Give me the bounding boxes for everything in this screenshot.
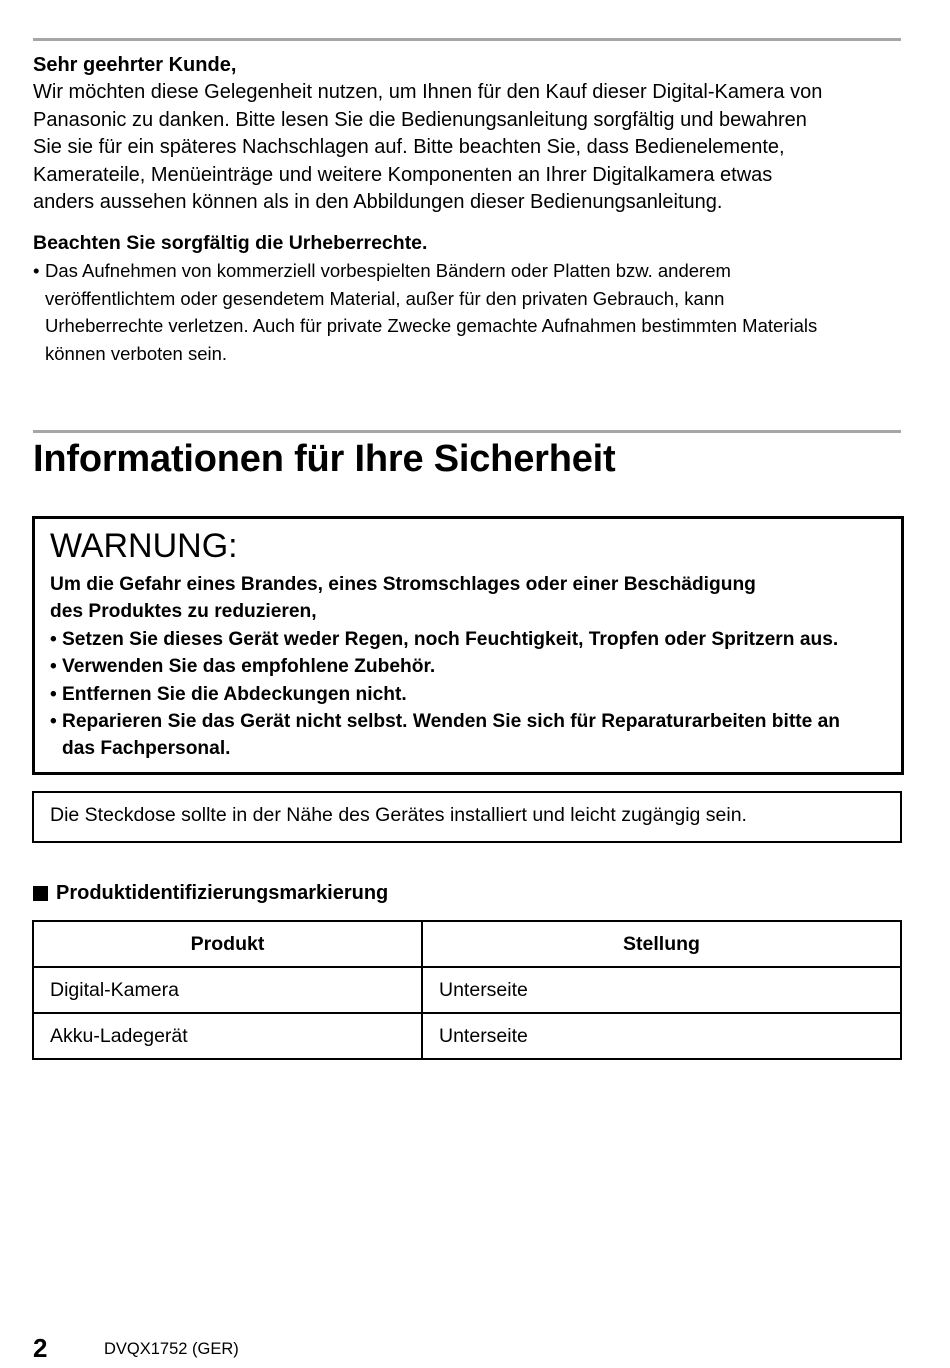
table-cell: Digital-Kamera [33,967,422,1013]
table-cell: Unterseite [422,1013,901,1059]
copyright-line: Urheberrechte verletzen. Auch für private Zwecke gemachte Aufnahmen bestimmten Materials [45,315,818,337]
greeting-line: Panasonic zu danken. Bitte lesen Sie die Bedienungsanleitung sorgfältig und bewahren [33,108,807,131]
socket-note: Die Steckdose sollte in der Nähe des Gerätes installiert und leicht zugängig sein. [50,804,747,826]
table-row [33,967,901,1013]
top-divider [33,38,901,41]
bullet-dot: • [50,628,57,650]
warning-bullet-continuation: das Fachpersonal. [62,738,231,760]
warning-bullet [50,653,900,680]
copyright-line: Das Aufnehmen von kommerziell vorbespielten Bändern oder Platten bzw. anderem [45,260,731,282]
bullet-dot: • [50,656,57,678]
bullet-dot: • [33,260,40,282]
product-id-title: Produktidentifizierungsmarkierung [56,882,389,904]
copyright-heading: Beachten Sie sorgfältig die Urheberrechte. [33,232,428,254]
page-number: 2 [33,1333,48,1363]
table-cell: Unterseite [422,967,901,1013]
product-id-table [32,920,902,1060]
greeting-line: Sie sie für ein späteres Nachschlagen auf. Bitte beachten Sie, dass Bedienelemente, [33,136,785,159]
square-bullet-icon [33,886,48,901]
warning-intro-line: Um die Gefahr eines Brandes, eines Stromschlages oder einer Beschädigung [50,574,756,595]
copyright-line: veröffentlichtem oder gesendetem Material, außer für den privaten Gebrauch, kann [45,287,725,309]
copyright-line: können verboten sein. [45,342,228,364]
warning-bullet [50,681,900,708]
document-code: DVQX1752 (GER) [104,1340,239,1358]
table-cell: Akku-Ladegerät [33,1013,422,1059]
warning-box [32,516,904,775]
warning-bullet [50,708,900,763]
greeting-paragraph [33,52,908,216]
section-divider [33,430,901,433]
warning-body [50,571,900,763]
bullet-dot: • [50,683,57,705]
warning-bullet [50,626,900,653]
warning-bullet-text: Entfernen Sie die Abdeckungen nicht. [62,683,407,705]
greeting-line: Wir möchten diese Gelegenheit nutzen, um Ihnen für den Kauf dieser Digital-Kamera von [33,81,823,104]
table-header-row [33,921,901,967]
table-row [33,1013,901,1059]
greeting-line: anders aussehen können als in den Abbildungen dieser Bedienungsanleitung. [33,191,723,214]
safety-title: Informationen für Ihre Sicherheit [33,438,616,480]
copyright-notice [33,230,908,367]
warning-bullet-text: Reparieren Sie das Gerät nicht selbst. Wenden Sie sich für Reparaturarbeiten bitte an [62,711,841,733]
warning-intro-line: des Produktes zu reduzieren, [50,601,317,623]
copyright-bullet [33,257,908,367]
column-header: Stellung [422,921,901,967]
warning-bullet-text: Verwenden Sie das empfohlene Zubehör. [62,656,436,678]
warning-bullet-text: Setzen Sie dieses Gerät weder Regen, noch Feuchtigkeit, Tropfen oder Spritzern aus. [62,628,839,650]
salutation: Sehr geehrter Kunde, [33,54,237,76]
warning-title: WARNUNG: [50,527,238,565]
socket-note-box [32,791,902,843]
column-header: Produkt [33,921,422,967]
bullet-dot: • [50,711,57,733]
product-id-heading [33,882,388,905]
greeting-line: Kamerateile, Menüeinträge und weitere Komponenten an Ihrer Digitalkamera etwas [33,163,773,186]
